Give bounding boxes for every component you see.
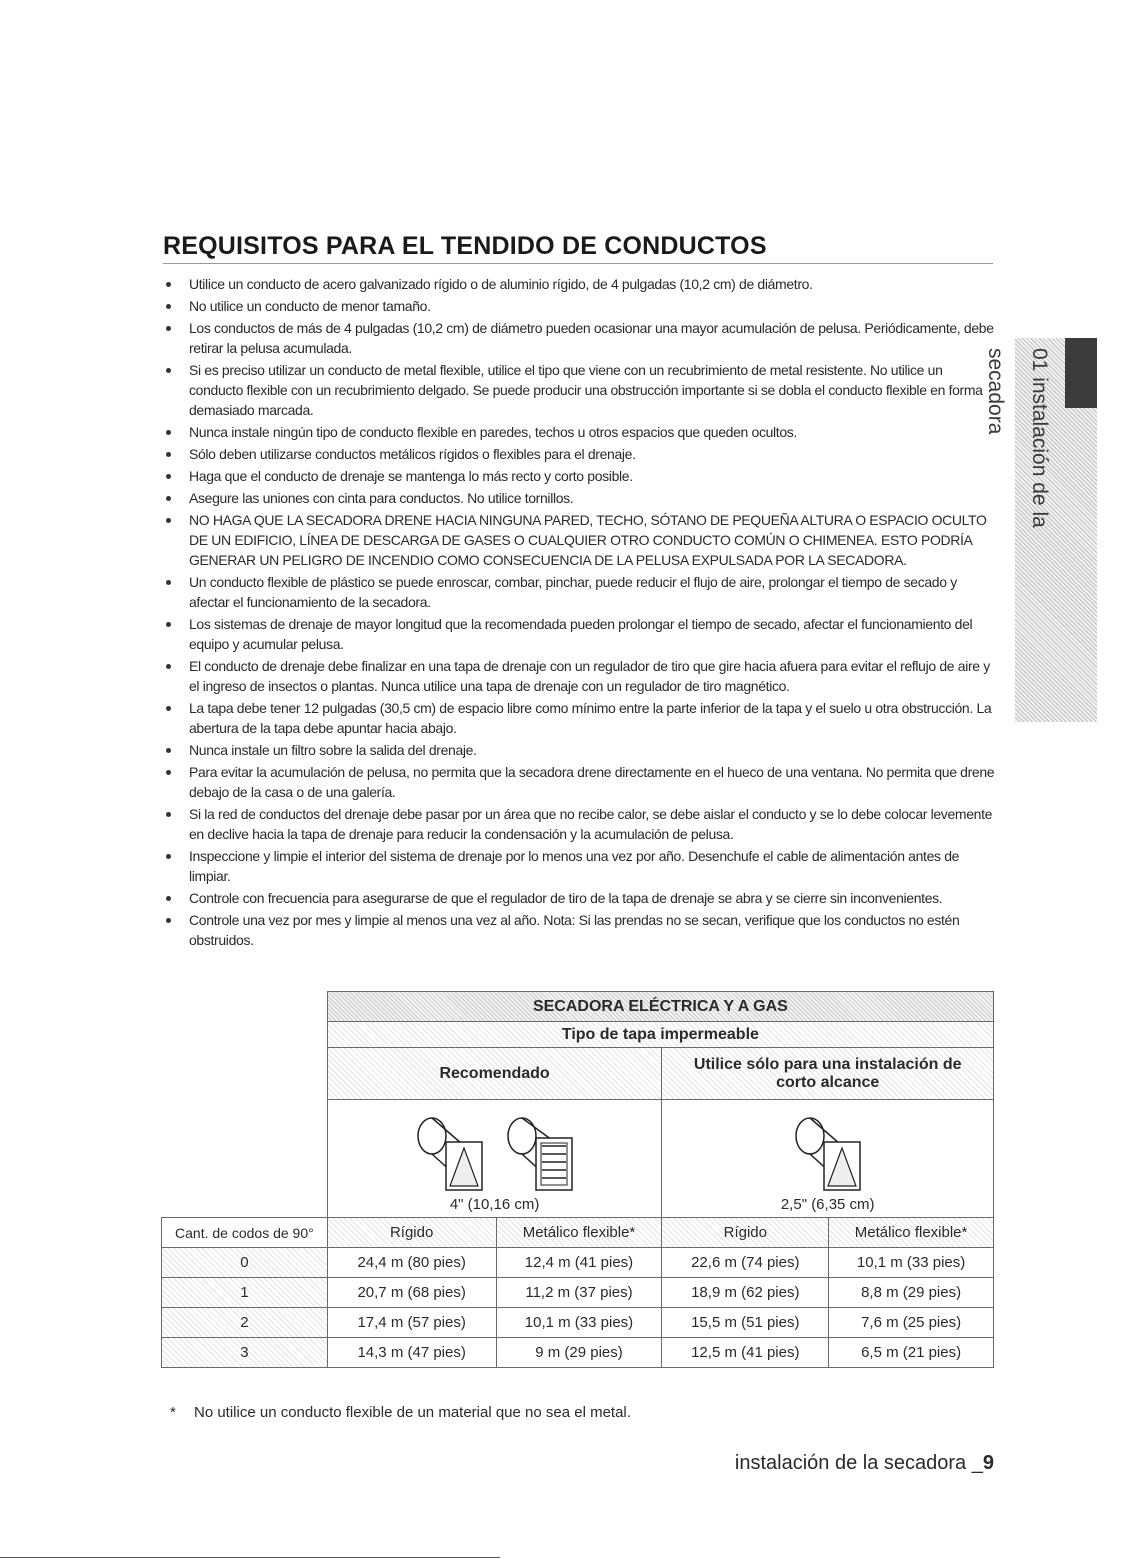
- table-cell: 7,6 m (25 pies): [829, 1308, 994, 1338]
- list-item: Si la red de conductos del drenaje debe pasar por un área que no recibe calor, se debe aislar el conducto y se lo debe colocar levemente en declive hacia la tapa de drenaje para reducir la condensación y la acumulación de pelusa.: [163, 804, 995, 844]
- table-cell: 22,6 m (74 pies): [662, 1248, 829, 1278]
- table-cell: 6,5 m (21 pies): [829, 1338, 994, 1368]
- table-cell: 15,5 m (51 pies): [662, 1308, 829, 1338]
- size-recommended: 4" (10,16 cm): [449, 1196, 540, 1213]
- column-header-rigid: Rígido: [662, 1218, 829, 1248]
- side-tab-label: 01 instalación de la secadora: [984, 348, 1051, 528]
- table-row: [162, 1308, 994, 1338]
- table-cell: 24,4 m (80 pies): [327, 1248, 496, 1278]
- list-item: Un conducto flexible de plástico se puede enroscar, combar, pinchar, puede reducir el flujo de aire, prolongar el tiempo de secado y afectar el funcionamiento de la secadora.: [163, 572, 995, 612]
- table-cell: 12,5 m (41 pies): [662, 1338, 829, 1368]
- table-cell: 12,4 m (41 pies): [496, 1248, 662, 1278]
- table-row: [162, 1338, 994, 1368]
- vent-length-table: [161, 991, 994, 1368]
- table-cell: 17,4 m (57 pies): [327, 1308, 496, 1338]
- table-cell: 18,9 m (62 pies): [662, 1278, 829, 1308]
- list-item: El conducto de drenaje debe finalizar en una tapa de drenaje con un regulador de tiro que gire hacia afuera para evitar el reflujo de aire y el ingreso de insectos o plantas. Nunca utilice una tapa de drenaje con un regulador de tiro magnético.: [163, 656, 995, 696]
- chapter-side-tab: [984, 338, 1097, 722]
- table-cell: 9 m (29 pies): [496, 1338, 662, 1368]
- footer-section-title: instalación de la secadora _: [734, 1452, 983, 1474]
- column-header-elbows: Cant. de codos de 90°: [162, 1218, 328, 1248]
- grille-hood-icon: [504, 1114, 576, 1194]
- section-heading: REQUISITOS PARA EL TENDIDO DE CONDUCTOS: [163, 232, 993, 264]
- table-cell: 11,2 m (37 pies): [496, 1278, 662, 1308]
- table-title: SECADORA ELÉCTRICA Y A GAS: [327, 992, 993, 1022]
- size-short-run: 2,5" (6,35 cm): [780, 1196, 875, 1213]
- bottom-divider: [0, 1557, 500, 1558]
- table-row: [162, 1248, 994, 1278]
- list-item: Nunca instale ningún tipo de conducto flexible en paredes, techos u otros espacios que queden ocultos.: [163, 422, 995, 442]
- list-item: Si es preciso utilizar un conducto de metal flexible, utilice el tipo que viene con un recubrimiento de metal resistente. No utilice un conducto flexible con un recubrimiento delgado. Se puede producir una obstrucción importante si se dobla el conducto flexible en forma demasiado marcada.: [163, 360, 995, 420]
- table-footnote: [170, 1404, 631, 1421]
- group-recommended: Recomendado: [327, 1048, 662, 1100]
- requirements-list: [163, 274, 995, 952]
- list-item: Sólo deben utilizarse conductos metálicos rígidos o flexibles para el drenaje.: [163, 444, 995, 464]
- list-item: Inspeccione y limpie el interior del sistema de drenaje por lo menos una vez por año. Desenchufe el cable de alimentación antes de limpiar.: [163, 846, 995, 886]
- list-item: Asegure las uniones con cinta para conductos. No utilice tornillos.: [163, 488, 995, 508]
- louvered-hood-icon: [414, 1114, 486, 1194]
- list-item: NO HAGA QUE LA SECADORA DRENE HACIA NINGUNA PARED, TECHO, SÓTANO DE PEQUEÑA ALTURA O ESPACIO OCULTO DE UN EDIFICIO, LÍNEA DE DESCARGA DE GASES O CUALQUIER OTRO CONDUCTO COMÚN O CHIMENEA. ESTO PODRÍA GENERAR UN PELIGRO DE INCENDIO COMO CONSECUENCIA DE LA PELUSA EXPULSADA POR LA SECADORA.: [163, 510, 995, 570]
- table-row: [162, 1278, 994, 1308]
- elbow-count: 1: [162, 1278, 328, 1308]
- table-cell: 10,1 m (33 pies): [496, 1308, 662, 1338]
- list-item: Controle una vez por mes y limpie al menos una vez al año. Nota: Si las prendas no se secan, verifique que los conductos no estén obstruidos.: [163, 910, 995, 950]
- list-item: La tapa debe tener 12 pulgadas (30,5 cm) de espacio libre como mínimo entre la parte inferior de la tapa y el suelo u otra obstrucción. La abertura de la tapa debe apuntar hacia abajo.: [163, 698, 995, 738]
- list-item: Los conductos de más de 4 pulgadas (10,2 cm) de diámetro pueden ocasionar una mayor acumulación de pelusa. Periódicamente, debe retirar la pelusa acumulada.: [163, 318, 995, 358]
- footnote-text: No utilice un conducto flexible de un material que no sea el metal.: [194, 1404, 631, 1421]
- table-subtitle: Tipo de tapa impermeable: [327, 1022, 993, 1048]
- page-footer: [730, 1452, 994, 1475]
- column-header-flex: Metálico flexible*: [496, 1218, 662, 1248]
- list-item: Los sistemas de drenaje de mayor longitud que la recomendada pueden prolongar el tiempo de secado, afectar el funcionamiento del equipo y acumular pelusa.: [163, 614, 995, 654]
- list-item: No utilice un conducto de menor tamaño.: [163, 296, 995, 316]
- footnote-marker: *: [170, 1404, 176, 1421]
- list-item: Controle con frecuencia para asegurarse de que el regulador de tiro de la tapa de drenaje se abra y se cierre sin inconvenientes.: [163, 888, 995, 908]
- group-short-run: Utilice sólo para una instalación de corto alcance: [662, 1048, 994, 1100]
- elbow-count: 3: [162, 1338, 328, 1368]
- table-cell: 14,3 m (47 pies): [327, 1338, 496, 1368]
- column-header-flex: Metálico flexible*: [829, 1218, 994, 1248]
- elbow-count: 0: [162, 1248, 328, 1278]
- list-item: Haga que el conducto de drenaje se mantenga lo más recto y corto posible.: [163, 466, 995, 486]
- table-cell: 8,8 m (29 pies): [829, 1278, 994, 1308]
- table-cell: 20,7 m (68 pies): [327, 1278, 496, 1308]
- side-tab-marker: [1065, 338, 1097, 408]
- page-number: 9: [982, 1452, 994, 1474]
- list-item: Para evitar la acumulación de pelusa, no permita que la secadora drene directamente en el hueco de una ventana. No permita que drene debajo de la casa o de una galería.: [163, 762, 995, 802]
- list-item: Nunca instale un filtro sobre la salida del drenaje.: [163, 740, 995, 760]
- column-header-rigid: Rígido: [327, 1218, 496, 1248]
- elbow-count: 2: [162, 1308, 328, 1338]
- table-cell: 10,1 m (33 pies): [829, 1248, 994, 1278]
- list-item: Utilice un conducto de acero galvanizado rígido o de aluminio rígido, de 4 pulgadas (10,2 cm) de diámetro.: [163, 274, 995, 294]
- hood-icon: [792, 1114, 864, 1194]
